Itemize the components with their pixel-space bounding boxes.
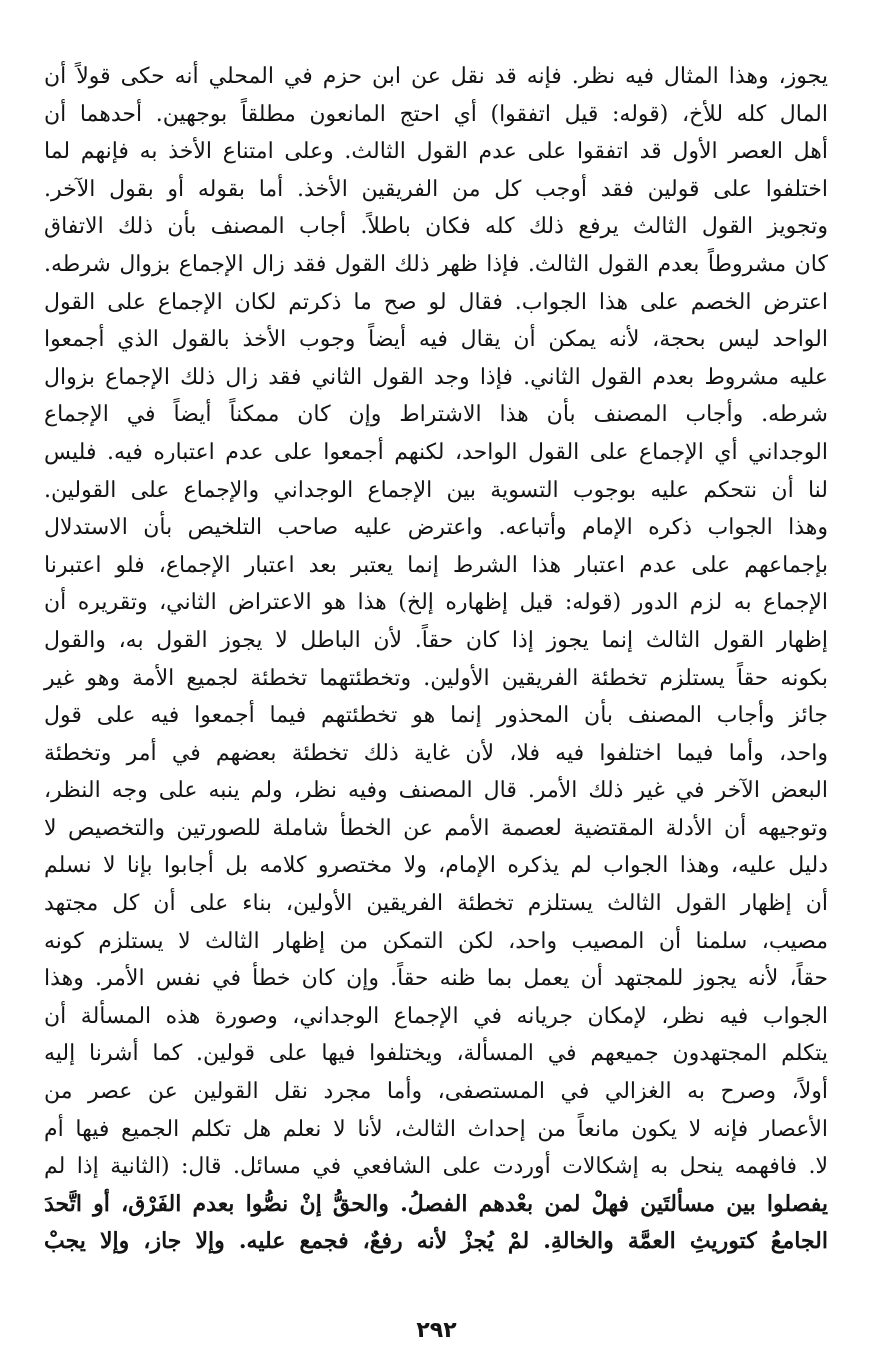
text-line: البعض الآخر في غير ذلك الأمر. قال المصنف وفيه نظر، ولم ينبه على وجه النظر، [44, 778, 828, 804]
text-line: لا. فافهمه ينحل به إشكالات أوردت على الشافعي في مسائل. قال: (الثانية إذا لم [44, 1154, 828, 1180]
text-line: وهذا الجواب ذكره الإمام وأتباعه. واعترض عليه صاحب التلخيص بأن الاستدلال [44, 515, 828, 541]
text-line: لنا أن نتحكم عليه بوجوب التسوية بين الإجماع الوجداني والإجماع على القولين. [44, 477, 828, 503]
text-line: الواحد ليس بحجة، لأنه يمكن أن يقال فيه أيضاً وجوب الأخذ بالقول الذي أجمعوا [44, 327, 828, 353]
text-line: بكونه حقاً يستلزم تخطئة الفريقين الأولين. وتخطئتهما تخطئة لجميع الأمة وهو غير [44, 665, 828, 691]
text-line: يتكلم المجتهدون جميعهم في المسألة، ويختلفوا فيها على قولين. كما أشرنا إليه [44, 1041, 828, 1067]
matn-text-line: يفصلوا بين مسألتَين فهلْ لمن بعْدهم الفصلُ. والحقُّ إنْ نصُّوا بعدم الفَرْق، أو اتَّحدَ [44, 1190, 828, 1217]
text-line: دليل عليه، وهذا الجواب لم يذكره الإمام، ولا مختصرو كلامه بل أجابوا بإنا لا نسلم [44, 853, 829, 879]
text-line: اختلفوا على قولين فقد أوجب كل من الفريقين الأخذ. أما بقوله أو بقول الآخر. [44, 176, 828, 202]
text-line: شرطه. وأجاب المصنف بأن هذا الاشتراط وإن كان ممكناً أيضاً في الإجماع [44, 402, 828, 428]
text-line: واحد، وأما فيما اختلفوا فيه فلا، لأن غاية ذلك تخطئة بعضهم في أمر وتخطئة [44, 740, 828, 766]
text-line: اعترض الخصم على هذا الجواب. فقال لو صح ما ذكرتم لكان الإجماع على القول [44, 289, 828, 315]
text-line: جائز وأجاب المصنف بأن المحذور إنما هو تخطئتهم فيما أجمعوا فيه على قول [44, 703, 828, 729]
text-line: وتوجيهه أن الأدلة المقتضية لعصمة الأمم عن الخطأ شاملة للصورتين والتخصيص لا [44, 815, 828, 841]
page-number: ٢٩٢ [416, 1318, 457, 1343]
text-line: المال كله للأخ، (قوله: قيل اتفقوا) أي احتج المانعون مطلقاً بوجهين. أحدهما أن [44, 101, 828, 127]
body-text [44, 58, 828, 1261]
text-line: بإجماعهم على عدم اعتبار هذا الشرط إنما يعتبر بعد اعتبار الإجماع، فلو اعتبرنا [44, 552, 828, 578]
matn-text-line: الجامعُ كتوريثِ العمَّة والخالةِ. لمْ يُجزْ لأنه رفعٌ، فجمع عليه. وإلا جاز، وإلا يجبْ [44, 1228, 828, 1255]
text-line: مصيب، سلمنا أن المصيب واحد، لكن التمكن من إظهار الثالث لا يستلزم كونه [44, 928, 828, 954]
text-line: عليه مشروط بعدم القول الثاني. فإذا وجد القول الثاني فقد زال ذلك الإجماع بزوال [44, 364, 828, 390]
text-line: الجواب فيه نظر، لإمكان جريانه في الإجماع الوجداني، وصورة هذه المسألة أن [44, 1003, 828, 1029]
text-line: وتجويز القول الثالث يرفع ذلك كله فكان باطلاً. أجاب المصنف بأن ذلك الاتفاق [44, 214, 828, 240]
text-line: يجوز، وهذا المثال فيه نظر. فإنه قد نقل عن ابن حزم في المحلي أنه حكى قولاً أن [44, 64, 828, 89]
text-line: أن إظهار القول الثالث يستلزم تخطئة الفريقين الأولين، بناء على أن كل مجتهد [44, 891, 828, 917]
text-line: الوجداني أي الإجماع على القول الواحد، لكنهم أجمعوا على عدم اعتباره فيه. فليس [44, 439, 828, 465]
text-line: الإجماع به لزم الدور (قوله: قيل إظهاره إلخ) هذا هو الاعتراض الثاني، وتقريره أن [44, 590, 828, 616]
text-line: الأعصار فإنه لا يكون مانعاً من إحداث الثالث، لأنا لا نعلم هل تكلم الجميع فيها أم [44, 1116, 828, 1142]
text-line: حقاً، لأنه يجوز للمجتهد أن يعمل بما ظنه حقاً. وإن كان خطأ في نفس الأمر. وهذا [44, 966, 828, 992]
text-line: أولاً، وصرح به الغزالي في المستصفى، وأما مجرد نقل القولين عن عصر من [44, 1079, 828, 1105]
text-line: كان مشروطاً بعدم القول الثالث. فإذا ظهر ذلك القول فقد زال الإجماع بزوال شرطه. [44, 251, 828, 277]
text-line: إظهار القول الثالث إنما يجوز إذا كان حقاً. لأن الباطل لا يجوز القول به، والقول [44, 627, 828, 653]
text-line: أهل العصر الأول قد اتفقوا على عدم القول الثالث. وعلى امتناع الأخذ به فإنهم لما [44, 139, 828, 165]
